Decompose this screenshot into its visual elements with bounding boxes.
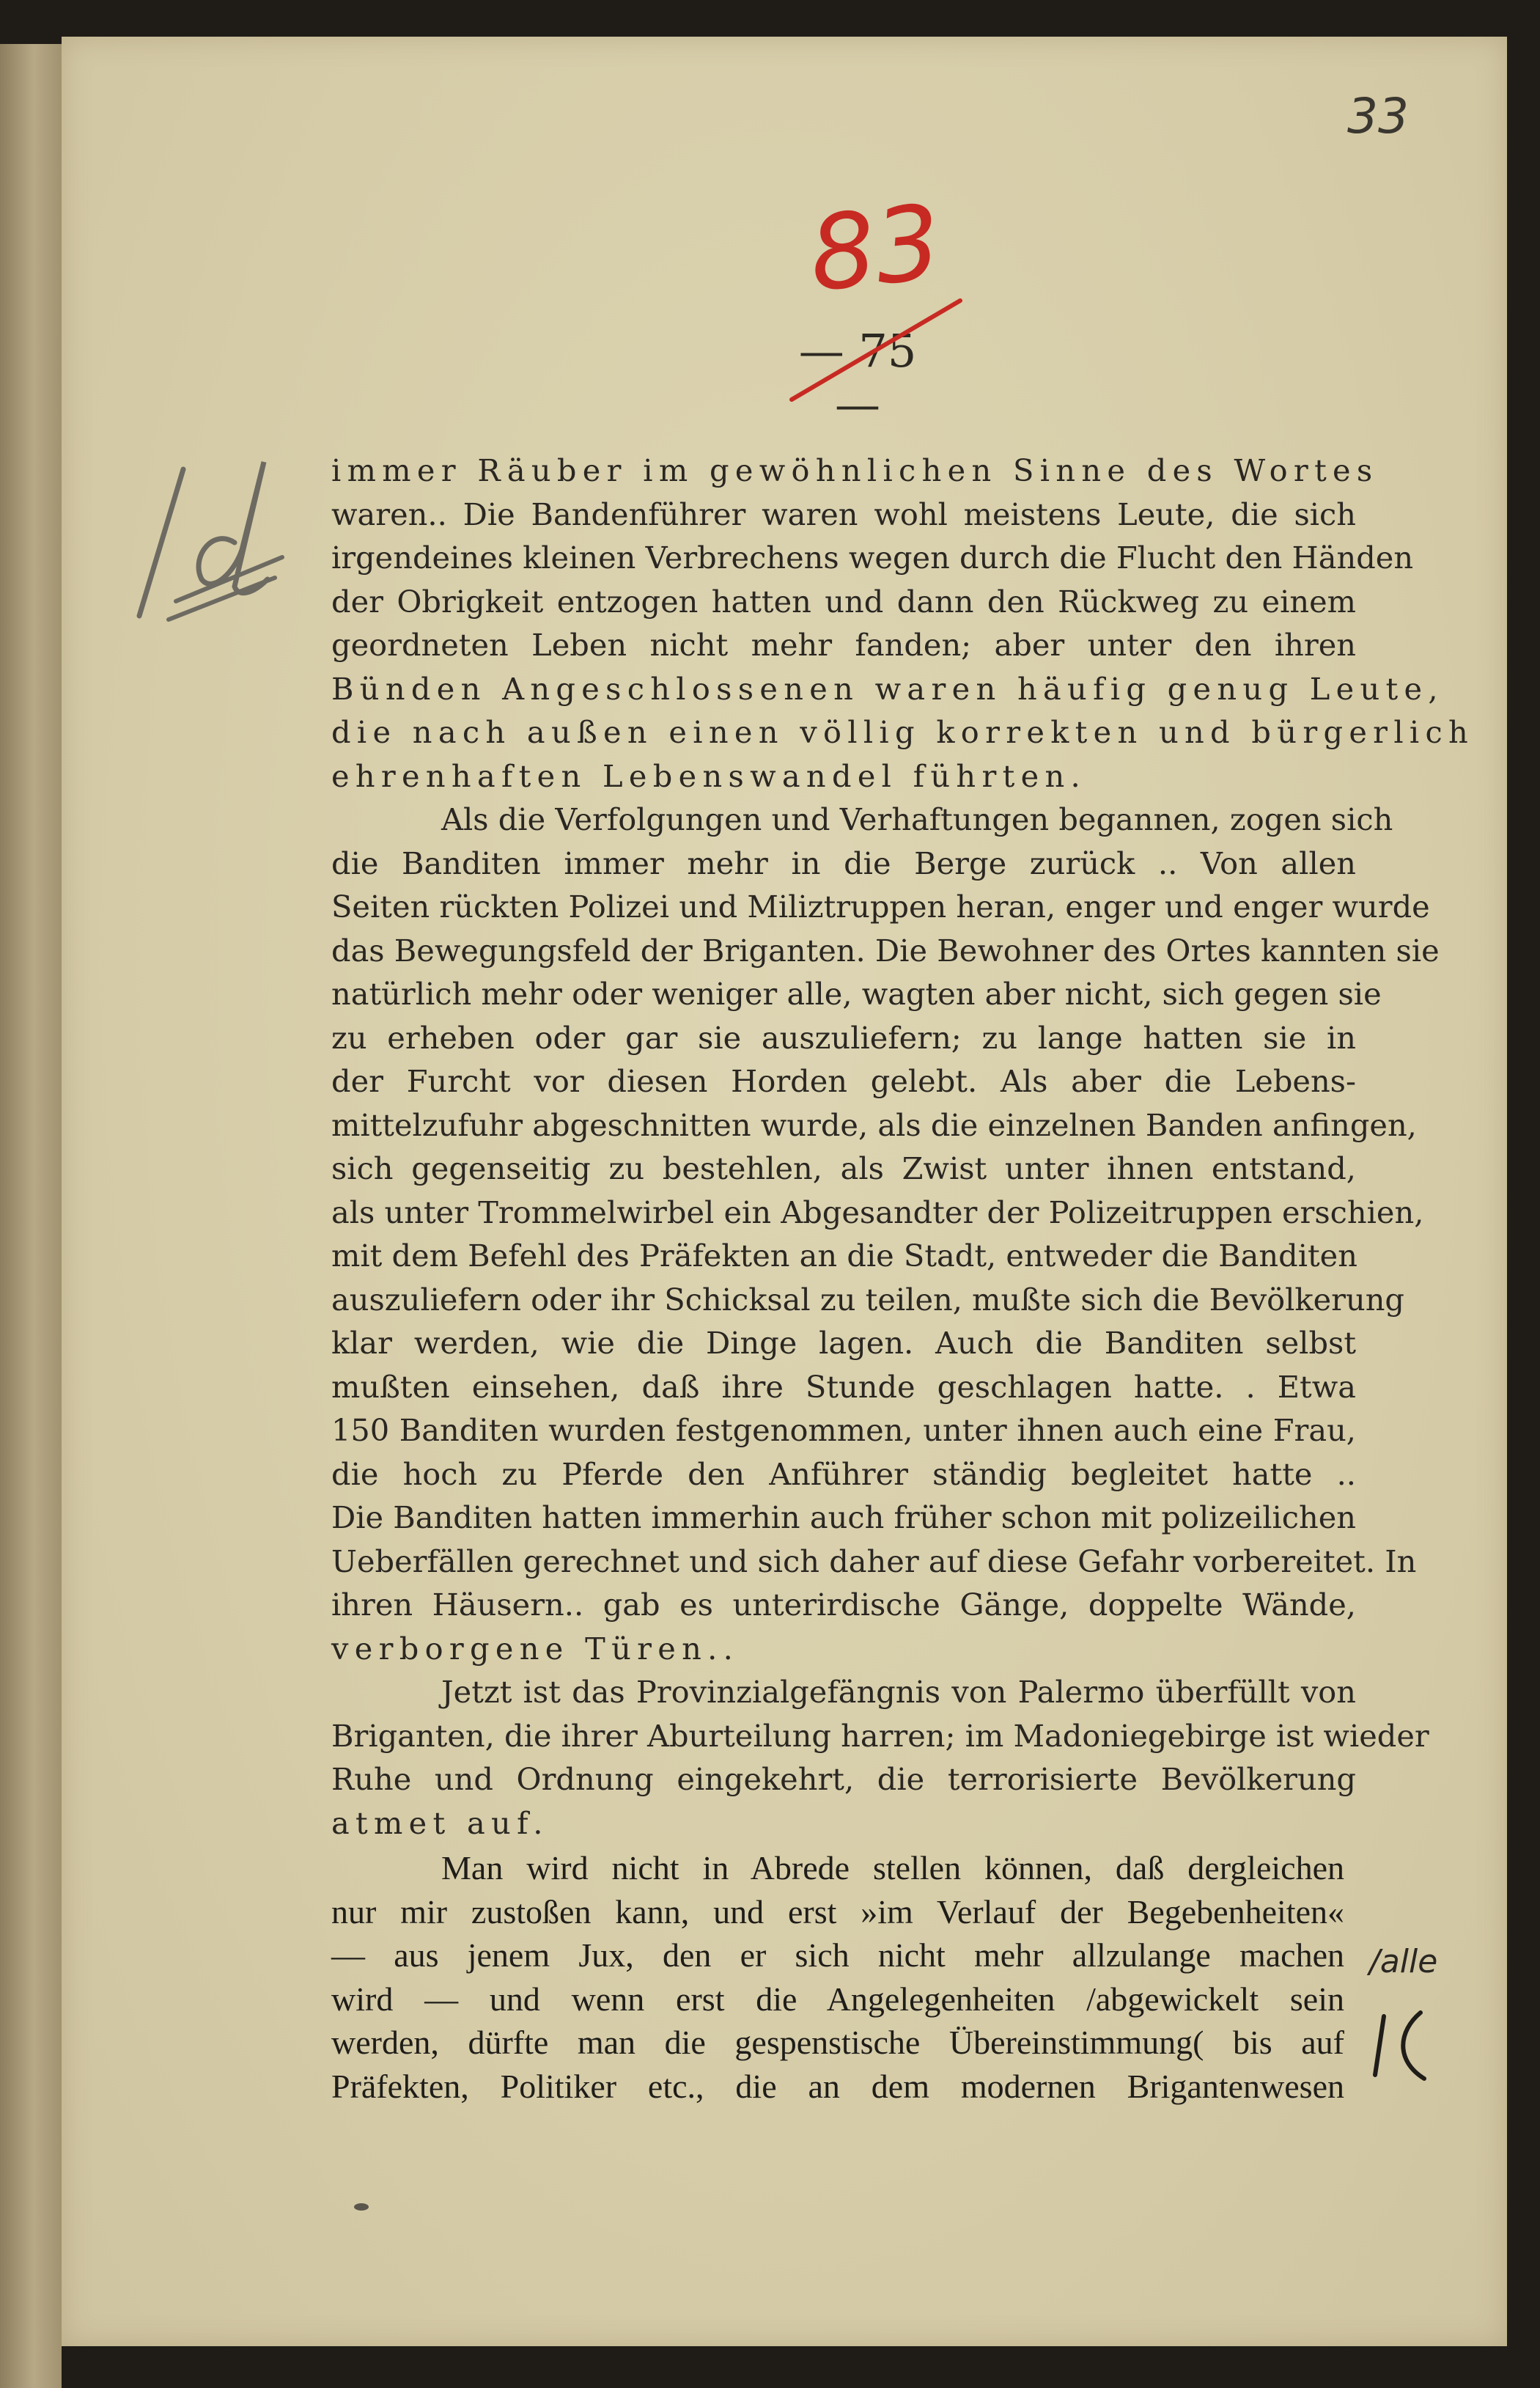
text-line: Seiten rückten Polizei und Miliztruppen heran, enger und enger wurde bbox=[331, 889, 1430, 925]
body-text bbox=[331, 449, 1475, 1845]
text-line: 150 Banditen wurden festgenommen, unter ihnen auch eine Frau, bbox=[331, 1412, 1356, 1448]
text-line: mußten einsehen, daß ihre Stunde geschlagen hatte. . Etwa bbox=[331, 1368, 1356, 1405]
continuation-text bbox=[331, 1846, 1344, 2108]
text-line: immer Räuber im gewöhnlichen Sinne des Wortes bbox=[331, 452, 1379, 488]
text-line: Jetzt ist das Provinzialgefängnis von Palermo überfüllt von bbox=[441, 1674, 1356, 1710]
text-line: natürlich mehr oder weniger alle, wagten aber nicht, sich gegen sie bbox=[331, 976, 1382, 1012]
paragraph-3 bbox=[331, 1670, 1429, 1845]
text-line: sich gegenseitig zu bestehlen, als Zwist unter ihnen entstand, bbox=[331, 1150, 1356, 1186]
text-line: ihren Häusern.. gab es unterirdische Gänge, doppelte Wände, bbox=[331, 1587, 1356, 1623]
text-line: Präfekten, Politiker etc., die an dem modernen Brigantenwesen bbox=[331, 2067, 1344, 2105]
text-line: Man wird nicht in Abrede stellen können, daß dergleichen bbox=[441, 1849, 1344, 1886]
paragraph-1 bbox=[331, 449, 1475, 798]
text-line: die nach außen einen völlig korrekten und bürgerlich bbox=[331, 714, 1475, 750]
text-line: Die Banditen hatten immerhin auch früher schon mit polizeilichen bbox=[331, 1499, 1356, 1535]
printed-page-number: — 75 — bbox=[798, 324, 917, 431]
paragraph-2 bbox=[331, 798, 1440, 1670]
text-line: Ueberfällen gerechnet und sich daher auf diese Gefahr vorbereitet. In bbox=[331, 1543, 1417, 1579]
text-line: mit dem Befehl des Präfekten an die Stadt, entweder die Banditen bbox=[331, 1238, 1357, 1274]
text-line: verborgene Türen.. bbox=[331, 1630, 740, 1667]
red-pencil-page-correction: 83 bbox=[803, 183, 947, 315]
text-line: die hoch zu Pferde den Anführer ständig begleitet hatte .. bbox=[331, 1455, 1356, 1492]
handwritten-margin-insertion: /alle bbox=[1369, 1943, 1438, 1980]
text-line: Ruhe und Ordnung eingekehrt, die terrorisierte Bevölkerung bbox=[331, 1761, 1356, 1797]
text-line: der Obrigkeit entzogen hatten und dann den Rückweg zu einem bbox=[331, 583, 1356, 620]
pencil-folio-number: 33 bbox=[1347, 88, 1409, 144]
text-line: klar werden, wie die Dinge lagen. Auch die Banditen selbst bbox=[331, 1325, 1356, 1361]
text-line: ehrenhaften Lebenswandel führten. bbox=[331, 757, 1086, 794]
text-line: nur mir zustoßen kann, und erst »im Verlauf der Begebenheiten« bbox=[331, 1892, 1344, 1930]
text-line: der Furcht vor diesen Horden gelebt. Als aber die Lebens- bbox=[331, 1063, 1356, 1099]
text-line: werden, dürfte man die gespenstische Übereinstimmung( bis auf bbox=[331, 2024, 1344, 2061]
text-line: Briganten, die ihrer Aburteilung harren; im Madoniegebirge ist wieder bbox=[331, 1717, 1429, 1754]
text-line: irgendeines kleinen Verbrechens wegen durch die Flucht den Händen bbox=[331, 540, 1414, 576]
text-line: als unter Trommelwirbel ein Abgesandter der Polizeitruppen erschien, bbox=[331, 1194, 1424, 1230]
red-strike-mark-icon bbox=[784, 290, 968, 407]
pencil-margin-note-icon bbox=[125, 447, 293, 631]
text-line: auszuliefern oder ihr Schicksal zu teilen, mußte sich die Bevölkerung bbox=[331, 1281, 1404, 1318]
text-line: — aus jenem Jux, den er sich nicht mehr allzulange machen bbox=[331, 1936, 1344, 1974]
text-line: das Bewegungsfeld der Briganten. Die Bewohner des Ortes kannten sie bbox=[331, 932, 1440, 969]
facing-page-edge bbox=[0, 44, 62, 2388]
paper-speck-icon bbox=[350, 2200, 372, 2214]
text-line: zu erheben oder gar sie auszuliefern; zu lange hatten sie in bbox=[331, 1019, 1356, 1056]
text-line: mittelzufuhr abgeschnitten wurde, als die einzelnen Banden anfingen, bbox=[331, 1106, 1417, 1143]
text-line: Bünden Angeschlossenen waren häufig genug Leute, bbox=[331, 670, 1444, 707]
text-line: waren.. Die Bandenführer waren wohl meistens Leute, die sich bbox=[331, 496, 1356, 532]
text-line: Als die Verfolgungen und Verhaftungen begannen, zogen sich bbox=[441, 801, 1393, 837]
text-line: wird — und wenn erst die Angelegenheiten /abgewickelt sein bbox=[331, 1980, 1344, 2018]
handwritten-margin-mark-icon bbox=[1369, 2005, 1435, 2086]
text-line: die Banditen immer mehr in die Berge zurück .. Von allen bbox=[331, 845, 1356, 881]
text-line: atmet auf. bbox=[331, 1804, 549, 1841]
text-line: geordneten Leben nicht mehr fanden; aber unter den ihren bbox=[331, 627, 1356, 663]
